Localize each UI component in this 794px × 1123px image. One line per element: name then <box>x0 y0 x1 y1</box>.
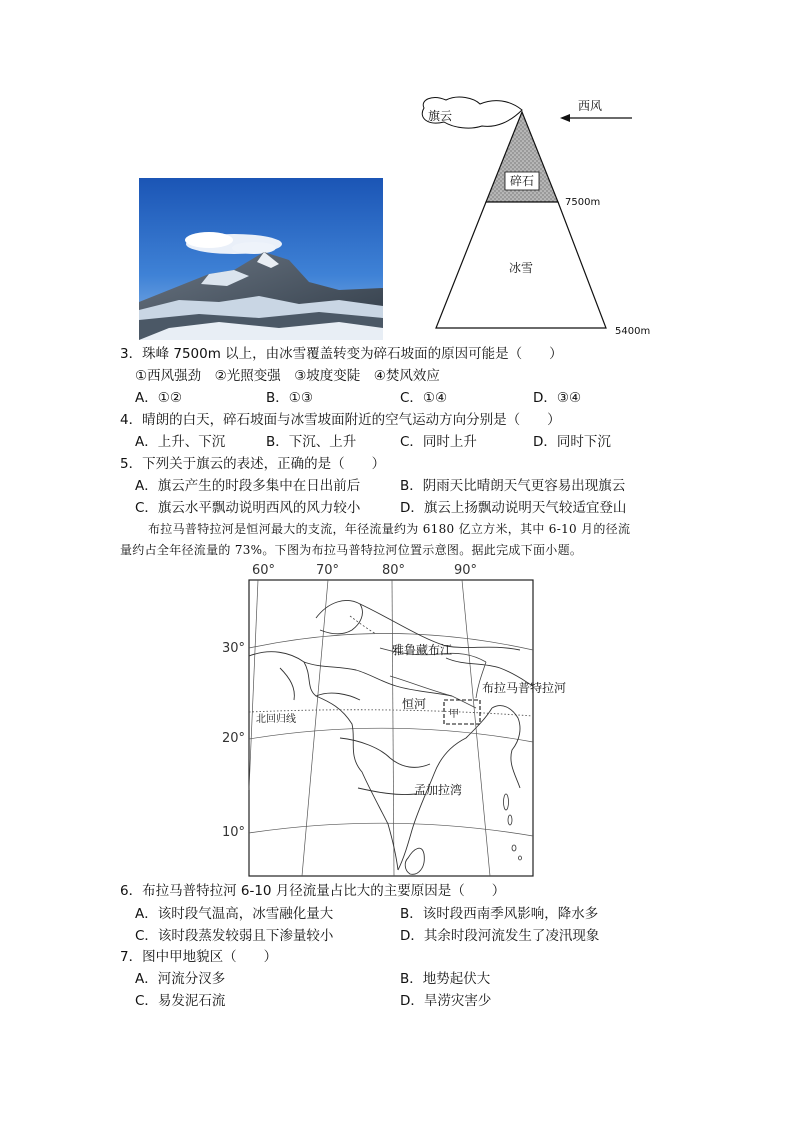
q6-option-c[interactable]: C．该时段蒸发较弱且下渗量较小 <box>135 928 334 944</box>
brahmaputra-map <box>220 558 567 880</box>
q7-option-c[interactable]: C．易发泥石流 <box>135 993 226 1009</box>
bay-label: 孟加拉湾 <box>414 783 463 797</box>
everest-photo <box>139 178 383 340</box>
q5-stem: 5．下列关于旗云的表述，正确的是（ ） <box>120 456 386 472</box>
q3-option-b[interactable]: B．①③ <box>266 390 313 406</box>
lat-20-label: 20° <box>222 731 246 746</box>
lon-60-label: 60° <box>252 563 276 578</box>
flag-cloud-label: 旗云 <box>428 109 453 123</box>
q3-items: ①西风强劲 ②光照变强 ③坡度变陡 ④焚风效应 <box>135 368 440 384</box>
q3-option-c[interactable]: C．①④ <box>400 390 448 406</box>
q5-option-b[interactable]: B．阴雨天比晴朗天气更容易出现旗云 <box>400 478 626 494</box>
q6-option-b[interactable]: B．该时段西南季风影响，降水多 <box>400 906 599 922</box>
intro-line-1: 布拉马普特拉河是恒河最大的支流，年径流量约为 6180 亿立方米，其中 6-10 月的径流 <box>148 522 631 536</box>
map-drawing <box>220 558 567 880</box>
q5-option-a[interactable]: A．旗云产生的时段多集中在日出前后 <box>135 478 361 494</box>
q6-option-a[interactable]: A．该时段气温高，冰雪融化量大 <box>135 906 334 922</box>
lon-80-label: 80° <box>382 563 406 578</box>
jia-label: 甲 <box>449 709 459 720</box>
q3-option-d[interactable]: D．③④ <box>533 390 582 406</box>
snow-label: 冰雪 <box>508 261 534 275</box>
q3-option-a[interactable]: A．①② <box>135 390 182 406</box>
q4-option-a[interactable]: A．上升、下沉 <box>135 434 226 450</box>
q4-stem: 4．晴朗的白天，碎石坡面与冰雪坡面附近的空气运动方向分别是（ ） <box>120 412 561 428</box>
altitude-7500-label: 7500m <box>565 197 601 208</box>
q6-stem: 6．布拉马普特拉河 6-10 月径流量占比大的主要原因是（ ） <box>120 883 506 899</box>
everest-diagram <box>410 92 670 342</box>
lat-30-label: 30° <box>222 641 246 656</box>
gravel-label: 碎石 <box>509 174 535 188</box>
intro-line-2: 量约占全年径流量的 73%。下图为布拉马普特拉河位置示意图。据此完成下面小题。 <box>120 543 583 557</box>
arrow-head-icon <box>560 114 570 122</box>
lon-70-label: 70° <box>316 563 340 578</box>
q4-option-b[interactable]: B．下沉、上升 <box>266 434 357 450</box>
q4-option-c[interactable]: C．同时上升 <box>400 434 477 450</box>
brahmaputra-label: 布拉马普特拉河 <box>482 681 567 695</box>
q3-stem: 3．珠峰 7500m 以上，由冰雪覆盖转变为碎石坡面的原因可能是（ ） <box>120 346 563 362</box>
altitude-5400-label: 5400m <box>615 326 651 337</box>
ganges-label: 恒河 <box>402 697 427 711</box>
west-wind-label: 西风 <box>578 99 603 113</box>
everest-diagram-drawing <box>410 92 670 342</box>
everest-photo-drawing <box>139 178 383 340</box>
q7-stem: 7．图中甲地貌区（ ） <box>120 949 278 965</box>
q6-option-d[interactable]: D．其余时段河流发生了凌汛现象 <box>400 928 600 944</box>
q7-option-d[interactable]: D．旱涝灾害少 <box>400 993 492 1009</box>
q4-option-d[interactable]: D．同时下沉 <box>533 434 611 450</box>
lon-90-label: 90° <box>454 563 478 578</box>
tropic-label: 北回归线 <box>256 714 296 725</box>
yarlung-label: 雅鲁藏布江 <box>392 643 453 657</box>
q7-option-a[interactable]: A．河流分汊多 <box>135 971 226 987</box>
q7-option-b[interactable]: B．地势起伏大 <box>400 971 491 987</box>
q5-option-d[interactable]: D．旗云上扬飘动说明天气较适宜登山 <box>400 500 627 516</box>
q5-option-c[interactable]: C．旗云水平飘动说明西风的风力较小 <box>135 500 361 516</box>
lat-10-label: 10° <box>222 825 246 840</box>
